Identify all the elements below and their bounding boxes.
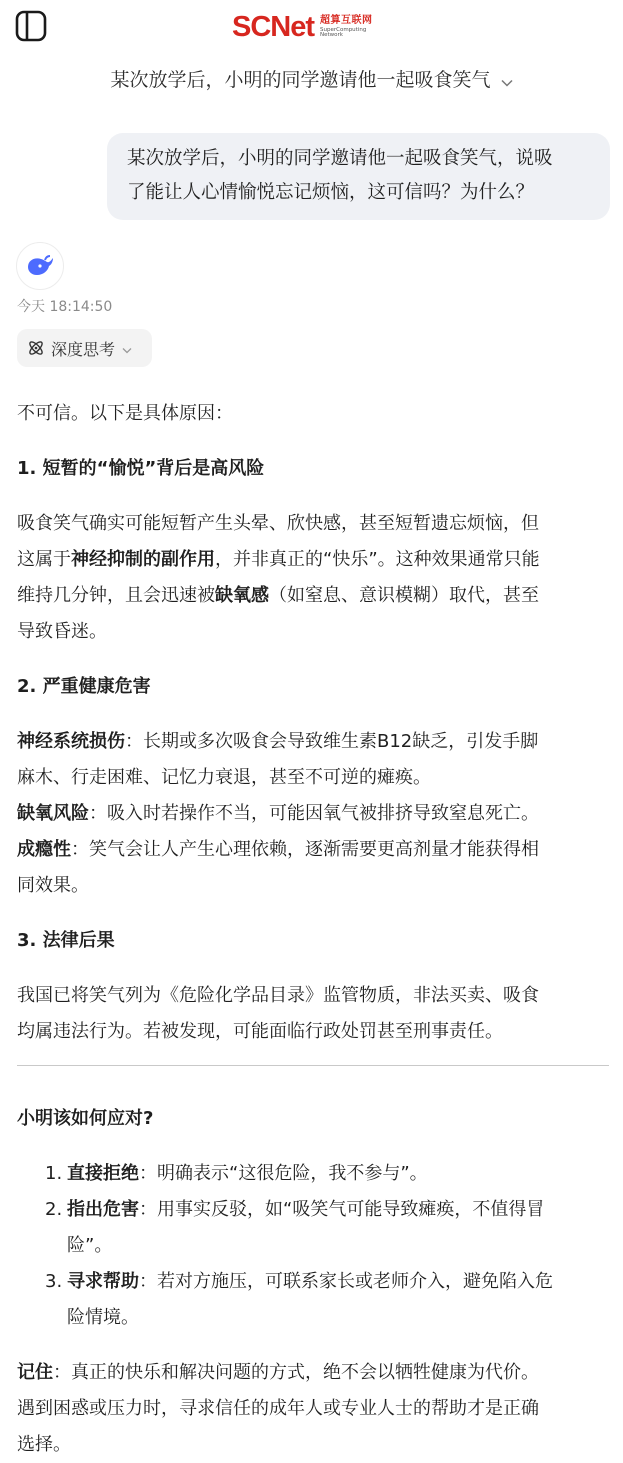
section-heading: 3. 法律后果: [17, 930, 115, 951]
whale-logo-icon: [25, 254, 55, 278]
section-heading: 2. 严重健康危害: [17, 676, 151, 697]
answer-intro: 不可信。以下是具体原因：: [17, 403, 233, 424]
atom-icon: [27, 339, 45, 357]
response-steps: [17, 1156, 607, 1336]
section-heading: 1. 短暂的“愉悦”背后是高风险: [17, 458, 265, 479]
sidebar-toggle-button[interactable]: [15, 10, 47, 42]
assistant-avatar: [16, 242, 64, 290]
scnet-logo: [232, 12, 373, 42]
chevron-down-icon: [122, 339, 132, 358]
section-paragraph: 吸食笑气确实可能短暂产生头晕、欣快感，甚至短暂遗忘烦恼，但 这属于神经抑制的副作用，并非真正的“快乐”。这种效果通常只能 维持几分钟，且会迅速被缺氧感（如窒息、意识模糊）取代，甚至 导致昏迷。: [17, 513, 540, 642]
section-paragraph: 神经系统损伤：长期或多次吸食会导致维生素B12缺乏，引发手脚 麻木、行走困难、记忆力衰退，甚至不可逆的瘫痪。 缺氧风险：吸入时若操作不当，可能因氧气被排挤导致窒息死亡。 成瘾性：笑气会让人产生心理依赖，逐渐需要更高剂量才能获得相 同效果。: [17, 731, 539, 896]
divider: [17, 1065, 609, 1066]
list-item: 2. 指出危害：用事实反驳，如“吸笑气可能导致瘫痪，不值得冒 险”。: [45, 1199, 545, 1256]
conversation-title: 某次放学后，小明的同学邀请他一起吸食笑气: [110, 69, 491, 91]
chevron-down-icon: [501, 67, 513, 95]
deep-think-toggle[interactable]: [17, 329, 152, 367]
assistant-answer: [17, 396, 607, 1463]
logo-wordmark: SCNet: [232, 11, 315, 43]
remember-paragraph: 记住：真正的快乐和解决问题的方式，绝不会以牺牲健康为代价。 遇到困惑或压力时，寻求信任的成年人或专业人士的帮助才是正确 选择。: [17, 1362, 539, 1455]
conversation-title-dropdown[interactable]: [0, 66, 623, 95]
message-timestamp: 今天 18:14:50: [17, 299, 113, 315]
list-item: 3. 寻求帮助：若对方施压，可联系家长或老师介入，避免陷入危 险情境。: [45, 1271, 553, 1328]
logo-subtitle: 超算互联网 SuperComputing Network: [320, 14, 373, 38]
section-paragraph: 我国已将笑气列为《危险化学品目录》监管物质，非法买卖、吸食 均属违法行为。若被发现，可能面临行政处罚甚至刑事责任。: [17, 985, 539, 1042]
section-heading: 小明该如何应对?: [17, 1108, 154, 1129]
deep-think-label: 深度思考: [51, 339, 116, 359]
sidebar-toggle-icon: [15, 10, 47, 42]
user-message-bubble: 某次放学后，小明的同学邀请他一起吸食笑气，说吸 了能让人心情愉悦忘记烦恼，这可信吗？为什么？: [107, 133, 610, 220]
list-item: 1. 直接拒绝：明确表示“这很危险，我不参与”。: [45, 1163, 428, 1184]
